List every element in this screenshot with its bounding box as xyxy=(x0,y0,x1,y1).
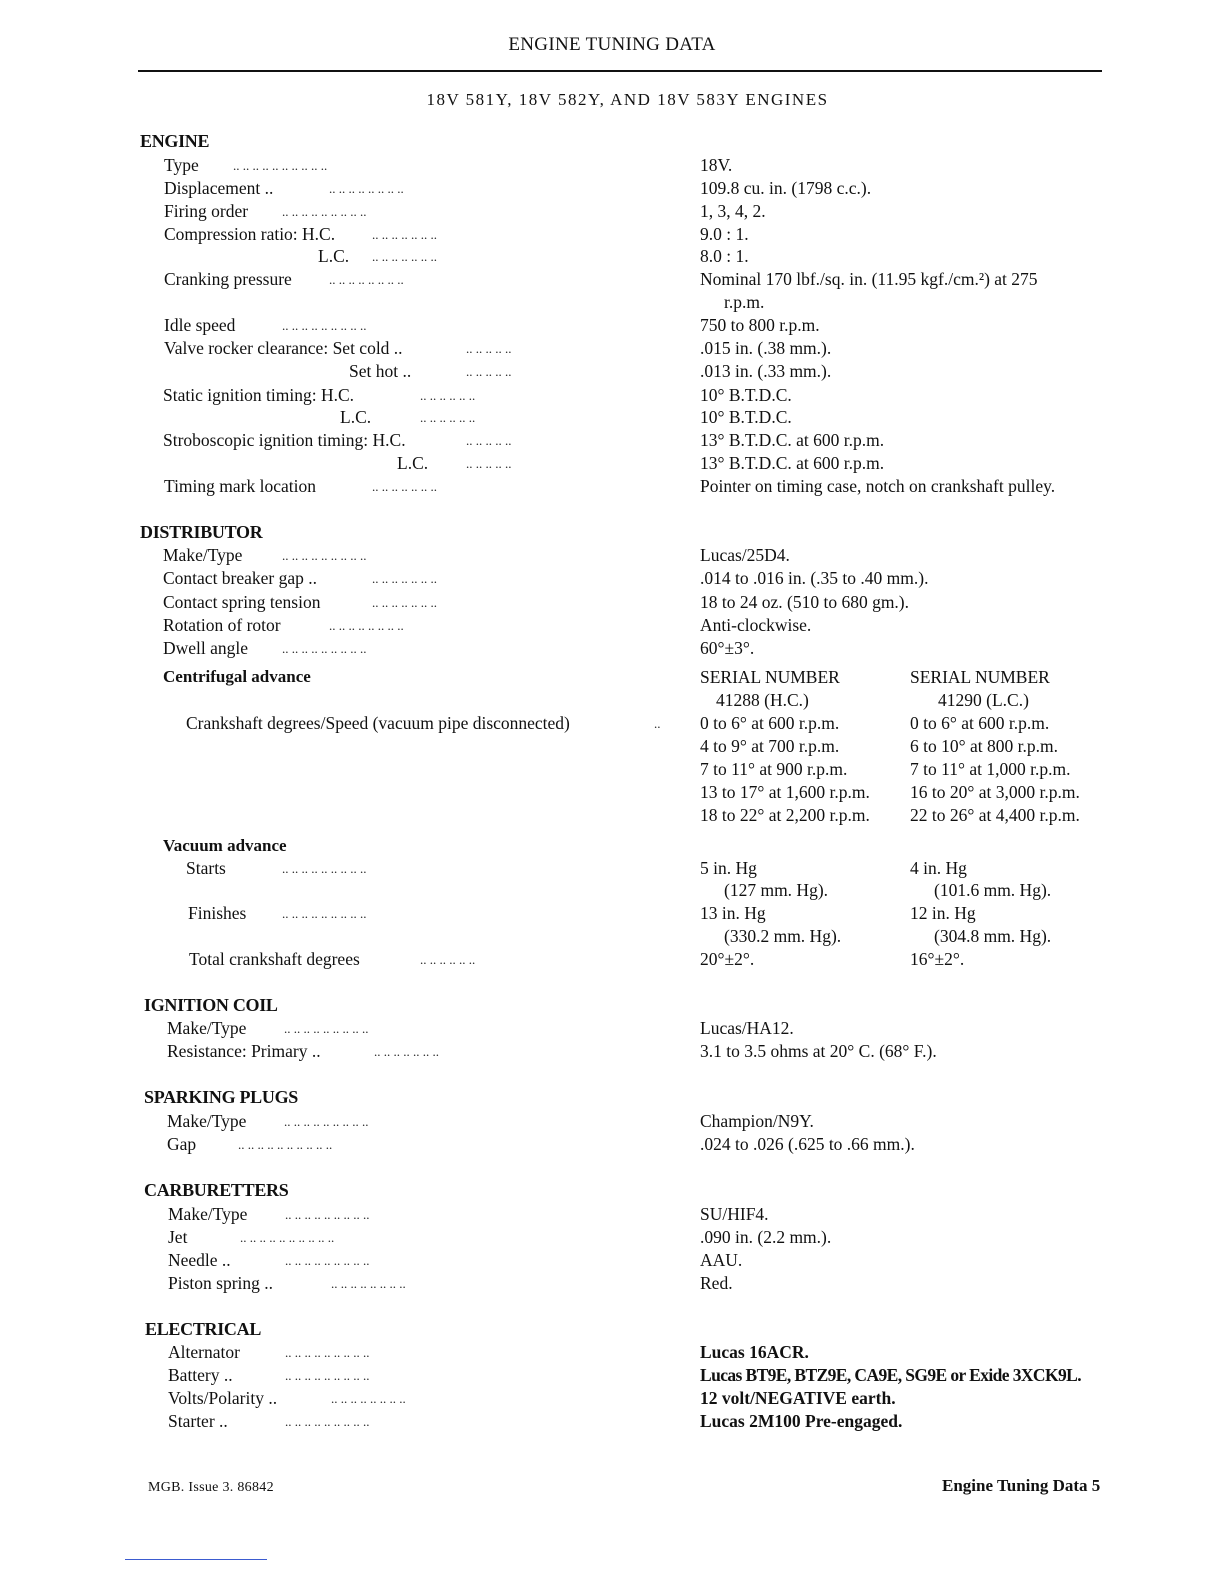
dot-leader: .. .. .. .. .. .. .. .. .. xyxy=(284,1021,369,1036)
footer-issue: MGB. Issue 3. 86842 xyxy=(148,1480,274,1495)
volts-label: Volts/Polarity .. xyxy=(168,1388,278,1408)
engine-type-label: Type xyxy=(164,155,199,175)
strobe-label: Stroboscopic ignition timing: H.C. xyxy=(163,430,406,450)
carb-make-label: Make/Type xyxy=(168,1204,248,1224)
static-lc-label: L.C. xyxy=(340,407,372,427)
strobe-lc-value: 13° B.T.D.C. at 600 r.p.m. xyxy=(700,453,885,473)
rotation-label: Rotation of rotor xyxy=(163,615,281,635)
carb-piston-row xyxy=(0,1273,1224,1296)
dot-leader: .. .. .. .. .. .. .. .. xyxy=(329,181,404,196)
plug-gap-label: Gap xyxy=(167,1134,197,1154)
battery-label: Battery .. xyxy=(168,1365,233,1385)
idle-row xyxy=(0,315,1224,338)
valve-cold-row xyxy=(0,338,1224,361)
dot-leader: .. .. .. .. .. .. .. .. .. xyxy=(282,548,367,563)
dot-leader: .. .. .. .. .. .. .. .. xyxy=(329,272,404,287)
serial-lc-number: 41290 (L.C.) xyxy=(938,690,1029,710)
dot-leader: .. .. .. .. .. xyxy=(466,456,512,471)
dwell-row xyxy=(0,638,1224,661)
timing-mark-row xyxy=(0,476,1224,499)
scan-edge-line xyxy=(125,1559,267,1560)
page-title: ENGINE TUNING DATA xyxy=(508,34,716,55)
coil-make-row xyxy=(0,1018,1224,1041)
centrifugal-row-5 xyxy=(0,805,1224,828)
battery-row xyxy=(0,1365,1224,1388)
strobe-lc-label: L.C. xyxy=(397,453,429,473)
cranking-value-cont: r.p.m. xyxy=(724,292,765,312)
rotation-row xyxy=(0,615,1224,638)
engine-type-value: 18V. xyxy=(700,155,733,175)
engine-type-row xyxy=(0,155,1224,178)
finishes-hc-mm: (330.2 mm. Hg). xyxy=(724,926,842,946)
carb-needle-row xyxy=(0,1250,1224,1273)
alternator-value: Lucas 16ACR. xyxy=(700,1342,809,1362)
static-lc-value: 10° B.T.D.C. xyxy=(700,407,792,427)
dist-make-row xyxy=(0,545,1224,568)
rotation-value: Anti-clockwise. xyxy=(700,615,812,635)
serial-lc-heading: SERIAL NUMBER xyxy=(910,667,1050,687)
displacement-value: 109.8 cu. in. (1798 c.c.). xyxy=(700,178,872,198)
static-label: Static ignition timing: H.C. xyxy=(163,385,355,405)
static-lc-row xyxy=(0,407,1224,430)
dist-make-label: Make/Type xyxy=(163,545,243,565)
static-hc-value: 10° B.T.D.C. xyxy=(700,385,792,405)
compression-lc-label: L.C. xyxy=(318,246,350,266)
dot-leader: .. .. .. .. .. .. .. .. .. .. xyxy=(233,158,328,173)
strobe-hc-value: 13° B.T.D.C. at 600 r.p.m. xyxy=(700,430,885,450)
coil-resistance-label: Resistance: Primary .. xyxy=(167,1041,321,1061)
carb-needle-label: Needle .. xyxy=(168,1250,231,1270)
dot-leader: .. .. .. .. .. xyxy=(466,341,512,356)
compression-hc-row xyxy=(0,224,1224,247)
centrifugal-lc-value: 22 to 26° at 4,400 r.p.m. xyxy=(910,805,1080,825)
cranking-row xyxy=(0,269,1224,292)
plug-make-row xyxy=(0,1111,1224,1134)
finishes-label: Finishes xyxy=(188,903,247,923)
crank-speed-label: Crankshaft degrees/Speed (vacuum pipe disconnected) xyxy=(186,713,570,733)
timing-mark-value: Pointer on timing case, notch on crankshaft pulley. xyxy=(700,476,1056,496)
starter-row xyxy=(0,1411,1224,1434)
dot-leader: .. .. .. .. .. .. .. .. xyxy=(331,1391,406,1406)
vacuum-heading-row xyxy=(0,836,1224,859)
valve-hot-label: Set hot .. xyxy=(349,361,412,381)
serial-hc-heading: SERIAL NUMBER xyxy=(700,667,840,687)
total-lc-value: 16°±2°. xyxy=(910,949,965,969)
centrifugal-lc-value: 7 to 11° at 1,000 r.p.m. xyxy=(910,759,1071,779)
carb-make-value: SU/HIF4. xyxy=(700,1204,769,1224)
volts-row xyxy=(0,1388,1224,1411)
carb-piston-label: Piston spring .. xyxy=(168,1273,274,1293)
vacuum-finishes-row xyxy=(0,903,1224,926)
dot-leader: .. .. .. .. .. .. .. xyxy=(372,571,437,586)
dot-leader: .. .. .. .. .. .. xyxy=(420,952,476,967)
coil-resistance-value: 3.1 to 3.5 ohms at 20° C. (68° F.). xyxy=(700,1041,937,1061)
engine-heading: ENGINE xyxy=(140,131,210,151)
dot-leader: .. .. .. .. .. .. .. .. .. xyxy=(282,906,367,921)
dot-leader: .. .. .. .. .. .. .. .. .. xyxy=(284,1114,369,1129)
centrifugal-row-2 xyxy=(0,736,1224,759)
cranking-cont-row xyxy=(0,292,1224,315)
starter-label: Starter .. xyxy=(168,1411,228,1431)
vacuum-heading: Vacuum advance xyxy=(163,836,287,855)
dot-leader: .. .. .. .. .. .. .. .. .. xyxy=(285,1253,370,1268)
carb-piston-value: Red. xyxy=(700,1273,733,1293)
serial-hc-number: 41288 (H.C.) xyxy=(716,690,809,710)
firing-order-row xyxy=(0,201,1224,224)
centrifugal-row-1 xyxy=(0,713,1224,736)
plug-gap-value: .024 to .026 (.625 to .66 mm.). xyxy=(700,1134,915,1154)
alternator-label: Alternator xyxy=(168,1342,240,1362)
serial-number-row xyxy=(0,690,1224,713)
dot-leader: .. xyxy=(654,716,661,731)
plug-gap-row xyxy=(0,1134,1224,1157)
cranking-label: Cranking pressure xyxy=(164,269,292,289)
valve-cold-value: .015 in. (.38 mm.). xyxy=(700,338,832,358)
footer-page-label: Engine Tuning Data 5 xyxy=(942,1476,1101,1495)
vacuum-starts-mm-row xyxy=(0,880,1224,903)
centrifugal-lc-value: 0 to 6° at 600 r.p.m. xyxy=(910,713,1050,733)
centrifugal-hc-value: 18 to 22° at 2,200 r.p.m. xyxy=(700,805,870,825)
dist-make-value: Lucas/25D4. xyxy=(700,545,790,565)
dot-leader: .. .. .. .. .. .. .. xyxy=(374,1044,439,1059)
dot-leader: .. .. .. .. .. .. .. xyxy=(372,479,437,494)
dot-leader: .. .. .. .. .. .. .. .. .. xyxy=(282,204,367,219)
starts-lc-value: 4 in. Hg xyxy=(910,858,967,878)
dot-leader: .. .. .. .. .. .. xyxy=(420,388,476,403)
centrifugal-hc-value: 13 to 17° at 1,600 r.p.m. xyxy=(700,782,870,802)
timing-mark-label: Timing mark location xyxy=(164,476,316,496)
battery-value: Lucas BT9E, BTZ9E, CA9E, SG9E or Exide 3XCK9L. xyxy=(700,1365,1081,1385)
compression-label: Compression ratio: H.C. xyxy=(164,224,336,244)
dot-leader: .. .. .. .. .. .. .. .. .. xyxy=(285,1368,370,1383)
dot-leader: .. .. .. .. .. .. .. xyxy=(372,227,437,242)
compression-hc-value: 9.0 : 1. xyxy=(700,224,749,244)
centrifugal-row-3 xyxy=(0,759,1224,782)
dot-leader: .. .. .. .. .. .. .. .. .. xyxy=(285,1414,370,1429)
dot-leader: .. .. .. .. .. .. .. .. .. xyxy=(282,861,367,876)
static-hc-row xyxy=(0,385,1224,408)
dot-leader: .. .. .. .. .. .. .. .. .. xyxy=(282,318,367,333)
centrifugal-hc-value: 4 to 9° at 700 r.p.m. xyxy=(700,736,840,756)
centrifugal-lc-value: 16 to 20° at 3,000 r.p.m. xyxy=(910,782,1080,802)
compression-lc-value: 8.0 : 1. xyxy=(700,246,749,266)
dot-leader: .. .. .. .. .. xyxy=(466,364,512,379)
strobe-hc-row xyxy=(0,430,1224,453)
spring-tension-value: 18 to 24 oz. (510 to 680 gm.). xyxy=(700,592,910,612)
centrifugal-hc-value: 0 to 6° at 600 r.p.m. xyxy=(700,713,840,733)
dot-leader: .. .. .. .. .. .. .. .. .. xyxy=(285,1207,370,1222)
dwell-value: 60°±3°. xyxy=(700,638,755,658)
total-crank-label: Total crankshaft degrees xyxy=(189,949,360,969)
starts-label: Starts xyxy=(186,858,226,878)
compression-lc-row xyxy=(0,246,1224,269)
distributor-heading: DISTRIBUTOR xyxy=(140,522,263,542)
centrifugal-row-4 xyxy=(0,782,1224,805)
dot-leader: .. .. .. .. .. xyxy=(466,433,512,448)
starter-value: Lucas 2M100 Pre-engaged. xyxy=(700,1411,903,1431)
dot-leader: .. .. .. .. .. .. .. .. .. xyxy=(285,1345,370,1360)
dot-leader: .. .. .. .. .. .. xyxy=(420,410,476,425)
coil-make-value: Lucas/HA12. xyxy=(700,1018,794,1038)
page-subtitle: 18V 581Y, 18V 582Y, AND 18V 583Y ENGINES xyxy=(426,90,829,109)
spring-tension-row xyxy=(0,592,1224,615)
breaker-gap-value: .014 to .016 in. (.35 to .40 mm.). xyxy=(700,568,929,588)
breaker-gap-row xyxy=(0,568,1224,591)
starts-hc-mm: (127 mm. Hg). xyxy=(724,880,829,900)
plug-make-label: Make/Type xyxy=(167,1111,247,1131)
carb-jet-value: .090 in. (2.2 mm.). xyxy=(700,1227,832,1247)
dot-leader: .. .. .. .. .. .. .. xyxy=(372,249,437,264)
vacuum-starts-row xyxy=(0,858,1224,881)
centrifugal-hc-value: 7 to 11° at 900 r.p.m. xyxy=(700,759,848,779)
carb-needle-value: AAU. xyxy=(700,1250,743,1270)
centrifugal-lc-value: 6 to 10° at 800 r.p.m. xyxy=(910,736,1058,756)
alternator-row xyxy=(0,1342,1224,1365)
valve-hot-value: .013 in. (.33 mm.). xyxy=(700,361,832,381)
dot-leader: .. .. .. .. .. .. .. .. .. .. xyxy=(240,1230,335,1245)
ignition-coil-heading: IGNITION COIL xyxy=(144,995,278,1015)
finishes-lc-value: 12 in. Hg xyxy=(910,903,976,923)
idle-label: Idle speed xyxy=(164,315,236,335)
firing-order-label: Firing order xyxy=(164,201,249,221)
dot-leader: .. .. .. .. .. .. .. .. xyxy=(329,618,404,633)
coil-make-label: Make/Type xyxy=(167,1018,247,1038)
header-rule xyxy=(138,70,1102,72)
vacuum-finishes-mm-row xyxy=(0,926,1224,949)
valve-hot-row xyxy=(0,361,1224,384)
displacement-label: Displacement .. xyxy=(164,178,274,198)
centrifugal-header-row xyxy=(0,667,1224,690)
breaker-gap-label: Contact breaker gap .. xyxy=(163,568,318,588)
total-crank-row xyxy=(0,949,1224,972)
firing-order-value: 1, 3, 4, 2. xyxy=(700,201,766,221)
carb-jet-label: Jet xyxy=(168,1227,188,1247)
volts-value: 12 volt/NEGATIVE earth. xyxy=(700,1388,896,1408)
electrical-heading: ELECTRICAL xyxy=(145,1319,262,1339)
centrifugal-heading: Centrifugal advance xyxy=(163,667,311,686)
engine-displacement-row xyxy=(0,178,1224,201)
idle-value: 750 to 800 r.p.m. xyxy=(700,315,820,335)
carb-make-row xyxy=(0,1204,1224,1227)
dot-leader: .. .. .. .. .. .. .. .. .. .. xyxy=(238,1137,333,1152)
dwell-label: Dwell angle xyxy=(163,638,249,658)
starts-hc-value: 5 in. Hg xyxy=(700,858,757,878)
dot-leader: .. .. .. .. .. .. .. xyxy=(372,595,437,610)
dot-leader: .. .. .. .. .. .. .. .. .. xyxy=(282,641,367,656)
spring-tension-label: Contact spring tension xyxy=(163,592,321,612)
carb-jet-row xyxy=(0,1227,1224,1250)
total-hc-value: 20°±2°. xyxy=(700,949,755,969)
starts-lc-mm: (101.6 mm. Hg). xyxy=(934,880,1052,900)
carburetters-heading: CARBURETTERS xyxy=(144,1180,289,1200)
sparking-plugs-heading: SPARKING PLUGS xyxy=(144,1087,298,1107)
valve-label: Valve rocker clearance: Set cold .. xyxy=(164,338,403,358)
strobe-lc-row xyxy=(0,453,1224,476)
dot-leader: .. .. .. .. .. .. .. .. xyxy=(331,1276,406,1291)
plug-make-value: Champion/N9Y. xyxy=(700,1111,814,1131)
coil-resistance-row xyxy=(0,1041,1224,1064)
cranking-value: Nominal 170 lbf./sq. in. (11.95 kgf./cm.²) at 275 xyxy=(700,269,1038,289)
finishes-lc-mm: (304.8 mm. Hg). xyxy=(934,926,1052,946)
finishes-hc-value: 13 in. Hg xyxy=(700,903,766,923)
